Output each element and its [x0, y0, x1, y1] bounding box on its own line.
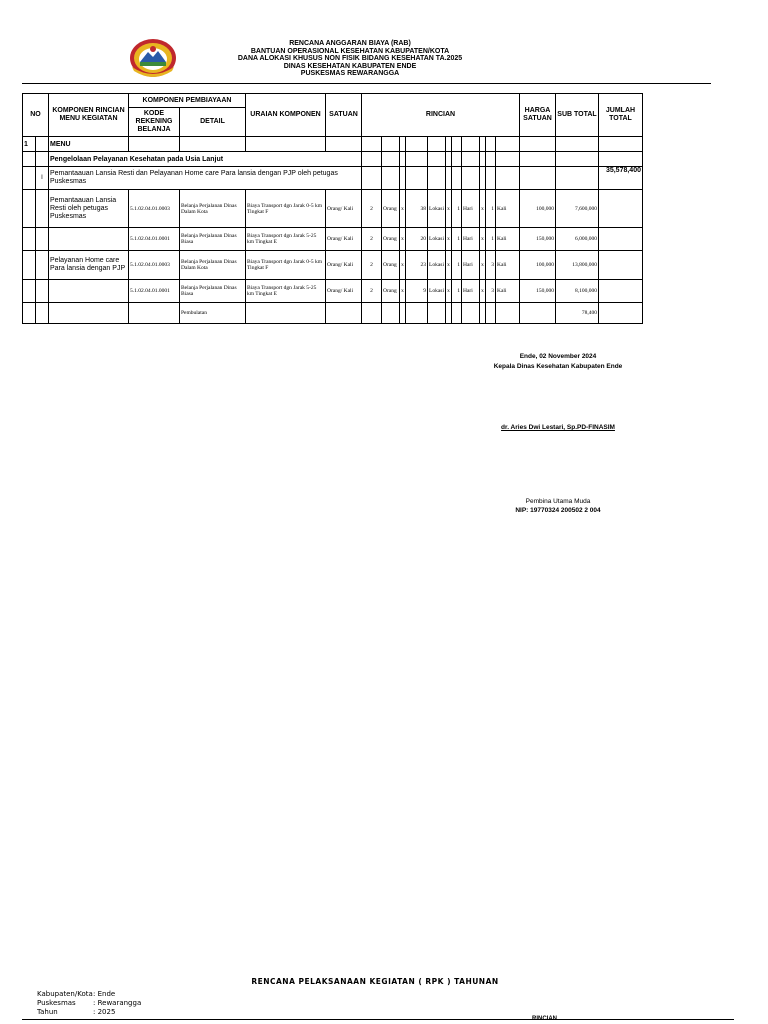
item-harga: 150,000: [520, 280, 556, 303]
item-uraian: Biaya Transport dgn Jarak 5-25 km Tingkat E: [246, 280, 326, 303]
col-header-rincian: RINCIAN: [362, 94, 520, 137]
item-kode: 5.1.02.04.01.0003: [129, 190, 180, 228]
rpk-info-label: Tahun: [37, 1008, 58, 1016]
item-detail: Belanja Perjalanan Dinas Dalam Kota: [180, 190, 246, 228]
col-header-komponen-rincian: KOMPONEN RINCIAN MENU KEGIATAN: [49, 94, 129, 137]
signature-name: dr. Aries Dwi Lestari, Sp.PD-FINASIM: [501, 424, 615, 431]
item-komponen: Pemantaauan Lansia Resti oleh petugas Puskesmas: [49, 190, 129, 228]
rpk-info-label: Kabupaten/Kota: [37, 990, 93, 998]
item-uraian: Biaya Transport dgn Jarak 0-5 km Tingkat F: [246, 190, 326, 228]
item-times-1: x: [400, 251, 406, 280]
item-komponen: [49, 228, 129, 251]
col-header-uraian: URAIAN KOMPONEN: [246, 94, 326, 137]
item-unit-2: Lokasi: [428, 251, 446, 280]
item-times-3: x: [480, 190, 486, 228]
table-header-row-1: [23, 94, 643, 108]
item-times-2: x: [446, 251, 452, 280]
activity-row: [23, 167, 643, 190]
col-header-no: NO: [23, 94, 49, 137]
header-divider: [22, 83, 711, 84]
rpk-partial-header: RINCIAN: [532, 1016, 557, 1022]
item-satuan: Orang/ Kali: [326, 280, 362, 303]
signature-rank: Pembina Utama Muda: [525, 498, 591, 505]
item-sub-total: 7,600,000: [556, 190, 599, 228]
item-qty-4: 1: [486, 228, 496, 251]
item-harga: 150,000: [520, 228, 556, 251]
section-label: Pengelolaan Pelayanan Kesehatan pada Usia Lanjut: [49, 152, 362, 167]
item-qty-3: 1: [452, 228, 462, 251]
rpk-info-row: [37, 999, 141, 1008]
item-unit-3: Hari: [462, 251, 480, 280]
item-unit-3: Hari: [462, 228, 480, 251]
item-times-2: x: [446, 190, 452, 228]
activity-no: I: [36, 167, 49, 190]
signature-place-date: Ende, 02 November 2024: [519, 353, 597, 360]
item-unit-1: Orang: [382, 251, 400, 280]
item-qty-1: 2: [362, 280, 382, 303]
item-satuan: Orang/ Kali: [326, 190, 362, 228]
item-times-1: x: [400, 190, 406, 228]
item-times-3: x: [480, 228, 486, 251]
item-unit-4: Kali: [496, 190, 520, 228]
signature-nip: NIP: 19770324 200502 2 004: [515, 507, 601, 514]
activity-label: Pemantaauan Lansia Resti dan Pelayanan Home care Para lansia dengan PJP oleh petugas Puskesmas: [49, 167, 362, 190]
header-line-3: DANA ALOKASI KHUSUS NON FISIK BIDANG KESEHATAN TA.2025: [237, 55, 463, 63]
item-qty-3: 1: [452, 251, 462, 280]
col-header-jumlah-total: JUMLAH TOTAL: [599, 94, 643, 137]
item-qty-4: 3: [486, 280, 496, 303]
item-detail: Belanja Perjalanan Dinas Biasa: [180, 228, 246, 251]
item-qty-1: 2: [362, 190, 382, 228]
regency-emblem-icon: [128, 37, 178, 79]
rpk-table-top-border: [22, 1019, 734, 1020]
item-unit-2: Lokasi: [428, 280, 446, 303]
item-unit-4: Kali: [496, 228, 520, 251]
item-unit-2: Lokasi: [428, 228, 446, 251]
header-line-5: PUSKESMAS REWARANGGA: [300, 70, 400, 78]
item-unit-4: Kali: [496, 280, 520, 303]
item-times-2: x: [446, 228, 452, 251]
col-header-detail: DETAIL: [180, 108, 246, 137]
header-line-1: RENCANA ANGGARAN BIAYA (RAB): [289, 40, 411, 47]
rpk-title: RENCANA PELAKSANAAN KEGIATAN ( RPK ) TAHUNAN: [251, 977, 499, 986]
table-row: [23, 280, 643, 303]
item-harga: 100,000: [520, 251, 556, 280]
item-sub-total: 6,000,000: [556, 228, 599, 251]
item-unit-3: Hari: [462, 280, 480, 303]
menu-row: [23, 137, 643, 152]
table-row: [23, 190, 643, 228]
item-harga: 100,000: [520, 190, 556, 228]
item-qty-3: 1: [452, 280, 462, 303]
item-uraian: Biaya Transport dgn Jarak 5-25 km Tingkat E: [246, 228, 326, 251]
item-detail: Belanja Perjalanan Dinas Biasa: [180, 280, 246, 303]
rab-table: [22, 93, 643, 324]
item-unit-1: Orang: [382, 280, 400, 303]
signature-position: Kepala Dinas Kesehatan Kabupaten Ende: [493, 363, 623, 370]
table-row: [23, 228, 643, 251]
item-komponen: Pelayanan Home care Para lansia dengan PJP: [49, 251, 129, 280]
rpk-info-value: : Ende: [93, 990, 116, 998]
item-qty-2: 20: [406, 228, 428, 251]
item-times-1: x: [400, 280, 406, 303]
item-kode: 5.1.02.04.01.0001: [129, 280, 180, 303]
col-header-komponen-pembiayaan: KOMPONEN PEMBIAYAAN: [129, 94, 246, 108]
table-row: [23, 251, 643, 280]
rpk-info-row: [37, 1008, 115, 1017]
item-unit-2: Lokasi: [428, 190, 446, 228]
col-header-kode-rekening: KODE REKENING BELANJA: [129, 108, 180, 137]
menu-label: MENU: [49, 137, 129, 152]
item-unit-3: Hari: [462, 190, 480, 228]
item-sub-total: 8,100,000: [556, 280, 599, 303]
item-satuan: Orang/ Kali: [326, 251, 362, 280]
item-unit-4: Kali: [496, 251, 520, 280]
item-qty-3: 1: [452, 190, 462, 228]
rounding-sub-total: 78,400: [556, 303, 599, 324]
rounding-label: Pembulatan: [180, 303, 246, 324]
item-uraian: Biaya Transport dgn Jarak 0-5 km Tingkat F: [246, 251, 326, 280]
rpk-info-label: Puskesmas: [37, 999, 76, 1007]
item-times-1: x: [400, 228, 406, 251]
col-header-harga-satuan: HARGA SATUAN: [520, 94, 556, 137]
menu-no: 1: [23, 137, 36, 152]
col-header-sub-total: SUB TOTAL: [556, 94, 599, 137]
item-times-3: x: [480, 280, 486, 303]
item-times-3: x: [480, 251, 486, 280]
rpk-info-value: : Rewarangga: [93, 999, 142, 1007]
activity-jumlah-total: 35,578,400: [599, 167, 643, 190]
item-qty-1: 2: [362, 251, 382, 280]
item-qty-4: 3: [486, 251, 496, 280]
item-kode: 5.1.02.04.01.0003: [129, 251, 180, 280]
item-times-2: x: [446, 280, 452, 303]
item-qty-1: 2: [362, 228, 382, 251]
rpk-info-value: : 2025: [93, 1008, 116, 1016]
document-header: [200, 40, 500, 78]
item-komponen: [49, 280, 129, 303]
item-kode: 5.1.02.04.01.0001: [129, 228, 180, 251]
item-sub-total: 13,800,000: [556, 251, 599, 280]
col-header-satuan: SATUAN: [326, 94, 362, 137]
header-line-4: DINAS KESEHATAN KABUPATEN ENDE: [283, 62, 417, 70]
item-qty-4: 1: [486, 190, 496, 228]
rpk-info-row: [37, 990, 115, 999]
item-detail: Belanja Perjalanan Dinas Dalam Kota: [180, 251, 246, 280]
item-unit-1: Orang: [382, 228, 400, 251]
item-qty-2: 9: [406, 280, 428, 303]
item-qty-2: 38: [406, 190, 428, 228]
item-satuan: Orang/ Kali: [326, 228, 362, 251]
item-unit-1: Orang: [382, 190, 400, 228]
header-line-2: BANTUAN OPERASIONAL KESEHATAN KABUPATEN/KOTA: [250, 47, 450, 55]
section-row: [23, 152, 643, 167]
rounding-row: [23, 303, 643, 324]
item-qty-2: 23: [406, 251, 428, 280]
